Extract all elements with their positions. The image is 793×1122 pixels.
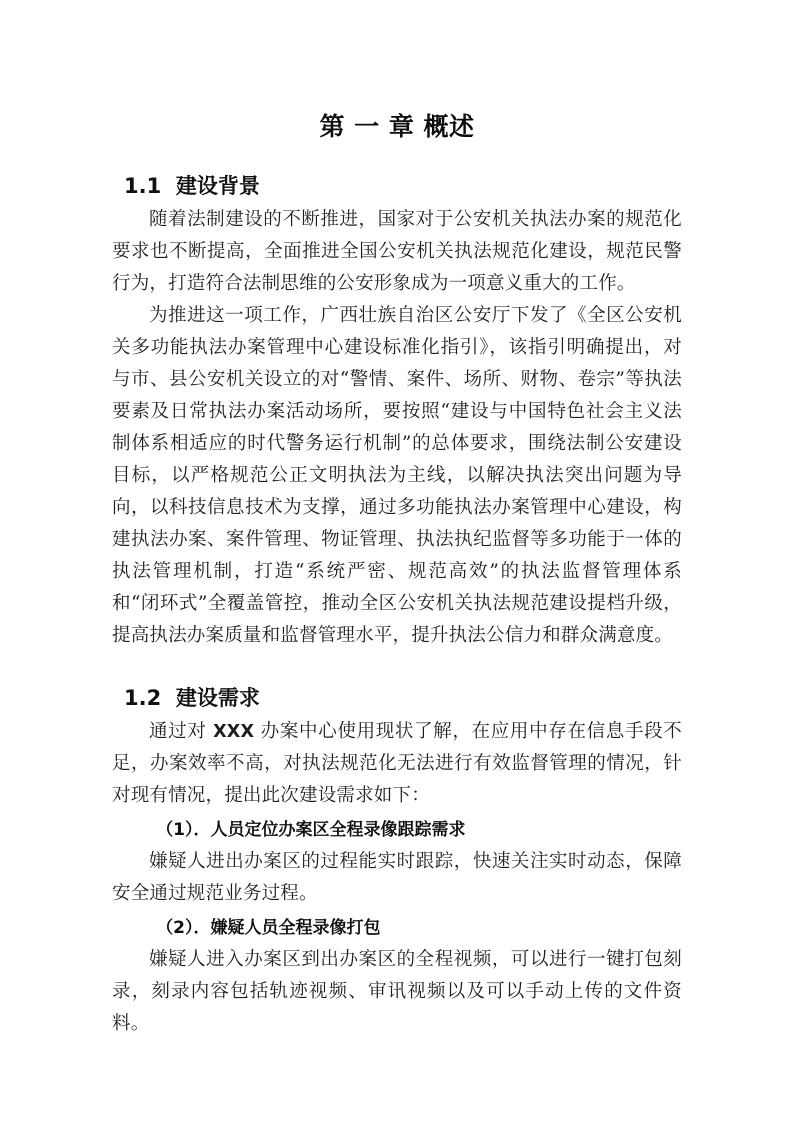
requirement-label-2: （2）．嫌疑人员全程录像打包 [156, 918, 381, 938]
intro-text-before: 通过对 [149, 721, 214, 742]
paragraph-background-1: 随着法制建设的不断推进，国家对于公安机关执法办案的规范化要求也不断提高，全面推进全国公安机关执法规范化建设，规范民警行为，打造符合法制思维的公安形象成为一项意义重大的工作。 [112, 209, 682, 294]
section-heading-1-1: 1.1 建设背景 [124, 174, 260, 198]
requirement-text-1: 嫌疑人进出办案区的过程能实时跟踪，快速关注实时动态，保障安全通过规范业务过程。 [112, 851, 682, 904]
paragraph-requirements-intro [112, 716, 682, 812]
intro-text-after: 办案中心使用现状了解，在应用中存在信息手段不足，办案效率不高，对执法规范化无法进行有效监督管理的情况，针对现有情况，提出此次建设需求如下： [112, 721, 683, 806]
intro-emphasis-placeholder: XXX [213, 722, 255, 742]
chapter-title: 第 一 章 概述 [319, 112, 475, 141]
paragraph-background-2: 为推进这一项工作，广西壮族自治区公安厅下发了《全区公安机关多功能执法办案管理中心建设标准化指引》，该指引明确提出，对与市、县公安机关设立的对“警情、案件、场所、财物、卷宗”等执法要素及日常执法办案活动场所，要按照“建设与中国特色社会主义法制体系相适应的时代警务运行机制”的总体要求，围绕法制公安建设目标，以严格规范公正文明执法为主线，以解决执法突出问题为导向，以科技信息技术为支撑，通过多功能执法办案管理中心建设，构建执法办案、案件管理、物证管理、执法执纪监督等多功能于一体的执法管理机制，打造“系统严密、规范高效”的执法监督管理体系和“闭环式”全覆盖管控，推动全区公安机关执法规范建设提档升级，提高执法办案质量和监督管理水平，提升执法公信力和群众满意度。 [112, 305, 682, 646]
requirement-text-2: 嫌疑人进入办案区到出办案区的全程视频，可以进行一键打包刻录，刻录内容包括轨迹视频、审讯视频以及可以手动上传的文件资料。 [112, 949, 682, 1034]
requirement-label-1: （1）．人员定位办案区全程录像跟踪需求 [156, 820, 466, 840]
document-content-column [112, 0, 682, 1040]
section-heading-1-2: 1.2 建设需求 [124, 686, 260, 710]
